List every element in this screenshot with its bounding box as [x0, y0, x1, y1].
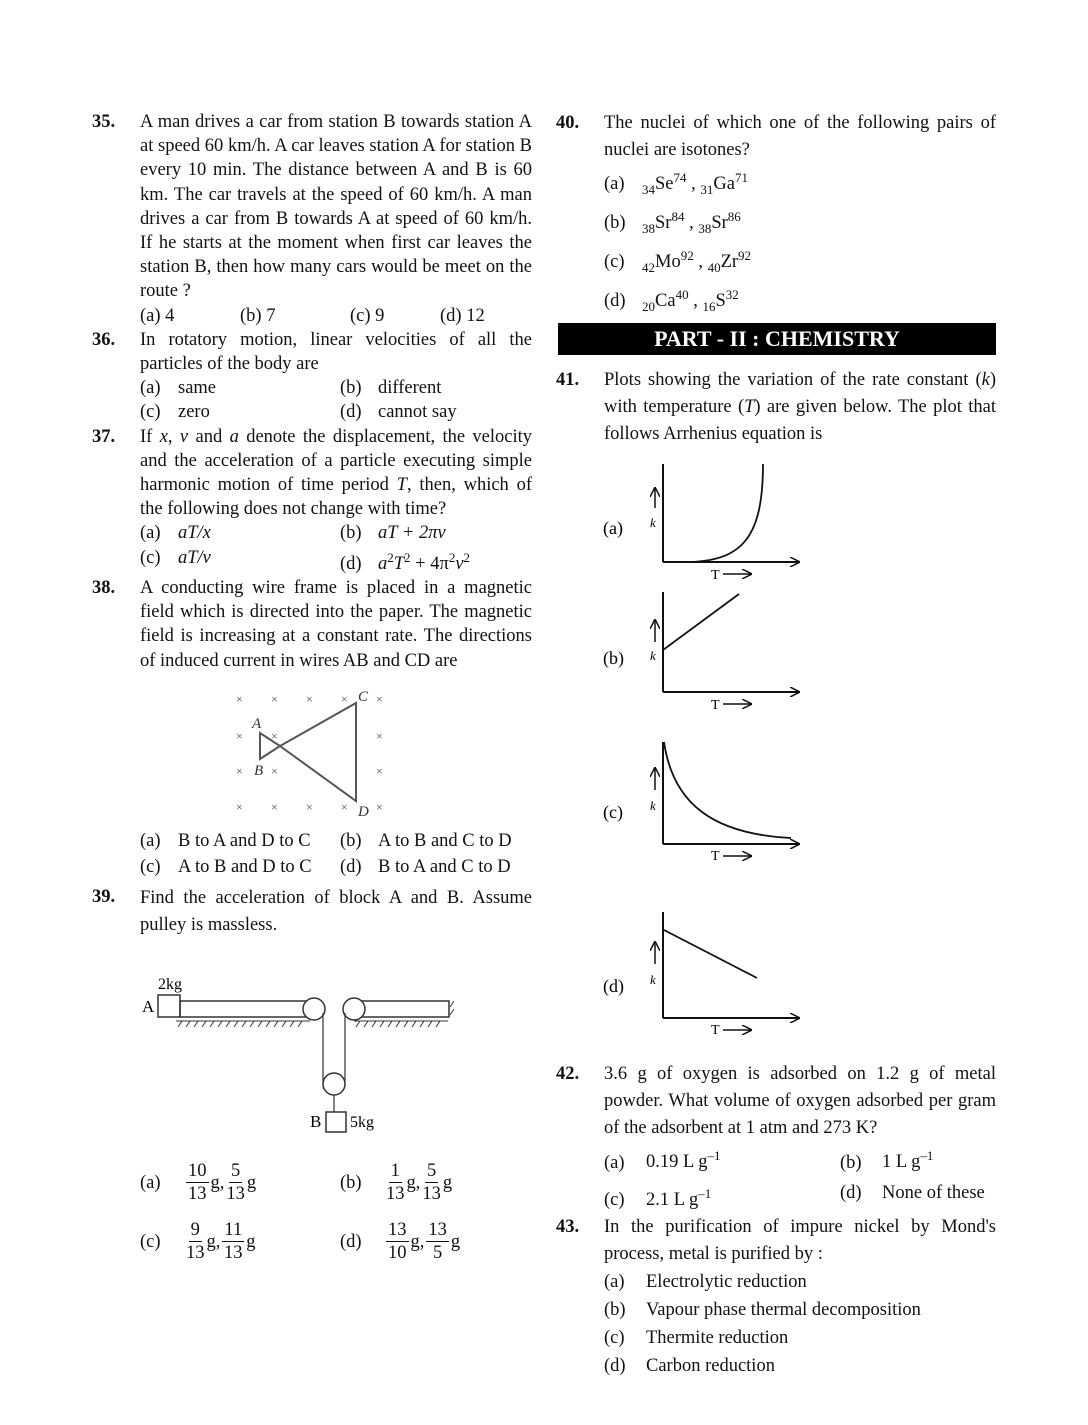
- question-39: [92, 885, 532, 1264]
- options-list: [604, 1268, 996, 1380]
- question-text: The nuclei of which one of the following pairs of nuclei are isotones?: [604, 113, 996, 160]
- question-number: 41.: [556, 370, 580, 391]
- cross-mark: ×: [236, 728, 243, 743]
- cross-mark: ×: [271, 799, 278, 814]
- axis-T-label: T: [711, 1023, 720, 1039]
- question-text: [604, 367, 996, 448]
- atomic-number: 16: [702, 298, 716, 314]
- option-label: (a): [604, 174, 625, 195]
- cross-mark: ×: [376, 728, 383, 743]
- option-d: [340, 400, 540, 424]
- wire-frame-figure: [230, 683, 430, 823]
- option-label: (d): [340, 553, 362, 574]
- option-label: (b): [340, 1172, 362, 1193]
- cross-mark: ×: [341, 691, 348, 706]
- numerator: 11: [224, 1220, 243, 1241]
- option-d: (d) $_{20}Ca^{40}$ , $_{16}S^{32}$: [604, 286, 739, 314]
- unit-g: g,: [206, 1231, 221, 1252]
- option-label: (c): [140, 547, 161, 568]
- option-label: (b): [340, 830, 362, 851]
- options-list: [604, 164, 996, 319]
- option-b: [340, 829, 540, 853]
- option-text: zero: [178, 402, 210, 423]
- atomic-number: 34: [642, 181, 655, 197]
- option-label: (b): [604, 213, 626, 233]
- options-grid: [140, 376, 532, 424]
- question-text: [140, 425, 532, 522]
- option-label: (a): [140, 1172, 161, 1193]
- expr-T: T: [393, 553, 405, 574]
- block-b-label: B: [310, 1112, 322, 1132]
- left-column: [92, 110, 532, 1264]
- text-part: denote the displacement, the velocity and the acceleration of a particle executing simple harmonic motion of time period: [140, 426, 533, 496]
- mass-number: 71: [734, 170, 748, 185]
- label-B: B: [254, 762, 264, 779]
- numerator: 13: [428, 1220, 447, 1241]
- question-text: 3.6 g of oxygen is adsorbed on 1.2 g of metal powder. What volume of oxygen adsorbed per gram of the adsorbent at 1 atm and 273 K?: [604, 1064, 996, 1139]
- plot-d: [603, 912, 799, 1038]
- right-column: [556, 110, 996, 1380]
- fraction: [186, 1219, 205, 1264]
- option-text: cannot say: [378, 402, 457, 423]
- option-text: same: [178, 378, 217, 399]
- numerator: 5: [427, 1161, 437, 1182]
- text-part: Plots showing the variation of the rate constant (: [604, 370, 982, 391]
- option-d: (d) 12: [440, 305, 485, 326]
- option-text: different: [378, 378, 442, 399]
- question-text: In the purification of impure nickel by Mond's process, metal is purified by :: [604, 1216, 996, 1264]
- option-text: aT + 2πv: [378, 523, 446, 544]
- element-symbol: Zr: [720, 251, 739, 272]
- question-number: 38.: [92, 578, 116, 599]
- fraction: [186, 1160, 209, 1205]
- axis-T-label: T: [711, 849, 720, 865]
- option-label: (d): [340, 1231, 362, 1252]
- option-a: (a) 4: [140, 305, 175, 326]
- option-label: (b): [840, 1152, 862, 1173]
- options-grid: [140, 521, 532, 576]
- plot-b: [603, 592, 799, 713]
- cross-mark: ×: [376, 799, 383, 814]
- block-a: [158, 995, 180, 1017]
- atomic-number: 20: [642, 298, 655, 314]
- numerator: 5: [231, 1161, 241, 1182]
- exponent: 2: [448, 549, 456, 565]
- fraction: [226, 1160, 245, 1205]
- question-43: [556, 1214, 996, 1380]
- curve: [664, 742, 791, 838]
- option-label: (c): [604, 1189, 625, 1210]
- cross-mark: ×: [306, 691, 313, 706]
- atomic-number: 38: [642, 220, 655, 236]
- question-36: [92, 328, 532, 425]
- pulley-figure: [92, 959, 492, 1134]
- question-40: [556, 110, 996, 319]
- option-text: Vapour phase thermal decomposition: [646, 1299, 921, 1320]
- curve: [691, 464, 763, 562]
- atomic-number: 40: [707, 259, 721, 275]
- option-text: 0.19 L g: [646, 1152, 708, 1173]
- option-c: [604, 1180, 840, 1214]
- label-A: A: [252, 715, 262, 732]
- element-symbol: Ga: [713, 174, 735, 195]
- question-text: A conducting wire frame is placed in a magnetic field which is directed into the paper. The magnetic field is increasing at a constant rate. The directions of induced current in wires AB and CD are: [140, 578, 532, 671]
- axis-T-label: T: [711, 698, 720, 714]
- option-text: aT/v: [178, 547, 211, 568]
- question-38: [92, 576, 532, 879]
- option-label: (d): [604, 290, 626, 311]
- option-c: (c) 9: [350, 305, 385, 326]
- unit-g: g: [442, 1172, 453, 1193]
- plot-label: (d): [603, 976, 624, 997]
- numerator: 1: [390, 1161, 400, 1182]
- text-part: ) with temperature (: [604, 370, 996, 418]
- part-heading: PART - II : CHEMISTRY: [558, 323, 996, 355]
- cross-mark: ×: [306, 799, 313, 814]
- unit-g: g,: [406, 1172, 421, 1193]
- unit-g: g: [246, 1172, 257, 1193]
- element-symbol: Mo: [655, 251, 681, 272]
- option-d: [840, 1180, 1000, 1214]
- option-label: (c): [140, 857, 161, 878]
- table-right: [354, 1001, 449, 1017]
- option-d: [340, 546, 540, 576]
- fraction: [386, 1160, 405, 1205]
- axis-k-label: k: [650, 648, 656, 664]
- axis-T-label: T: [711, 568, 720, 584]
- denominator: 10: [388, 1243, 407, 1264]
- plot-c: [603, 742, 799, 864]
- mass-number: 40: [675, 286, 689, 302]
- element-symbol: Ca: [655, 290, 676, 311]
- option-label: (a): [604, 1271, 625, 1292]
- axis-k-label: k: [650, 798, 656, 814]
- option-c: [140, 1219, 340, 1264]
- plot-label: (c): [603, 802, 623, 823]
- option-text: aT/x: [178, 523, 211, 544]
- exponent: 2: [463, 549, 471, 565]
- question-number: 43.: [556, 1216, 580, 1237]
- options-grid: [604, 1142, 996, 1213]
- label-D: D: [358, 803, 369, 820]
- question-text: In rotatory motion, linear velocities of all the particles of the body are: [140, 329, 532, 375]
- atomic-number: 38: [698, 220, 712, 236]
- option-label: (b): [340, 378, 362, 399]
- unit-g: g: [450, 1231, 461, 1252]
- numerator: 10: [188, 1161, 207, 1182]
- option-text: 2.1 L g: [646, 1189, 699, 1210]
- option-label: (a): [604, 1152, 625, 1173]
- mass-number: 86: [727, 208, 741, 224]
- text-part: ,: [167, 426, 180, 447]
- fraction: [386, 1219, 409, 1264]
- denominator: 13: [224, 1243, 243, 1264]
- denominator: 13: [186, 1243, 205, 1264]
- option-a: [140, 1160, 340, 1205]
- option-text: 1 L g: [882, 1152, 921, 1173]
- option-label: (b): [340, 523, 362, 544]
- pulley-right: [343, 998, 365, 1020]
- option-a: [140, 376, 340, 400]
- line: [663, 594, 739, 650]
- pulley-left: [303, 998, 325, 1020]
- option-label: (c): [604, 251, 625, 272]
- cross-mark: ×: [271, 763, 278, 778]
- option-a: [140, 521, 340, 545]
- denominator: 13: [226, 1184, 245, 1205]
- denominator: 13: [386, 1184, 405, 1205]
- options-row: [140, 304, 532, 328]
- label-C: C: [358, 688, 369, 705]
- var-x: x: [159, 426, 168, 447]
- block-a-label: A: [142, 997, 155, 1017]
- option-text: A to B and D to C: [178, 857, 312, 878]
- option-b: (b) $_{38}Sr^{84}$ , $_{38}Sr^{86}$: [604, 208, 741, 236]
- fraction: [222, 1219, 244, 1264]
- cross-mark: ×: [271, 691, 278, 706]
- unit-g: g,: [410, 1231, 425, 1252]
- text-part: and: [188, 426, 230, 447]
- cross-mark: ×: [236, 799, 243, 814]
- mass-number: 92: [738, 247, 752, 263]
- option-label: (d): [604, 1355, 626, 1376]
- atomic-number: 42: [642, 259, 655, 275]
- element-symbol: Sr: [711, 213, 728, 233]
- table-left: [180, 1001, 318, 1017]
- cross-mark: ×: [236, 691, 243, 706]
- var-k: k: [981, 370, 990, 391]
- pulley-hanging: [323, 1073, 345, 1095]
- question-42: [556, 1061, 996, 1213]
- element-symbol: S: [715, 290, 726, 311]
- option-text: Electrolytic reduction: [646, 1271, 807, 1292]
- mass-number: 84: [671, 208, 685, 224]
- option-a: (a) $_{34}Se^{74}$ , $_{31}Ga^{71}$: [604, 170, 748, 197]
- denominator: 5: [433, 1243, 443, 1264]
- question-37: [92, 425, 532, 576]
- exponent: 2: [404, 549, 411, 565]
- option-b: [340, 521, 540, 545]
- option-b: [340, 376, 540, 400]
- question-number: 35.: [92, 112, 116, 132]
- plot-label: (a): [603, 518, 623, 539]
- arrhenius-plots: [603, 456, 843, 1041]
- atomic-number: 31: [700, 181, 714, 197]
- unit-g: g,: [210, 1172, 225, 1193]
- mass-number: 32: [725, 286, 739, 302]
- option-c: [140, 400, 340, 424]
- numerator: 9: [190, 1220, 200, 1241]
- option-label: (b): [604, 1299, 626, 1320]
- plot-label: (b): [603, 648, 624, 669]
- option-label: (c): [604, 1327, 625, 1348]
- exponent: –1: [707, 1148, 721, 1164]
- option-c: (c) $_{42}Mo^{92}$ , $_{40}Zr^{92}$: [604, 247, 752, 275]
- question-text: A man drives a car from station B towards station A at speed 60 km/h. A car leaves station A for station B every 10 min. The distance between A and B is 60 km. The car travels at the speed of 60 km/h. A man drives a car from B towards A at speed of 60 km/h. If he starts at the moment when first car leaves the station B, then how many cars would be meet on the route ?: [140, 112, 532, 302]
- option-label: (a): [140, 378, 161, 399]
- text-part: , then, which of the following does not change with time?: [140, 475, 532, 520]
- question-number: 39.: [92, 887, 116, 908]
- axis-k-label: k: [650, 515, 656, 531]
- question-41: [556, 367, 996, 1041]
- option-label: (d): [340, 402, 362, 423]
- exponent: –1: [698, 1185, 712, 1201]
- option-a: [604, 1142, 840, 1176]
- option-text: Carbon reduction: [646, 1355, 775, 1376]
- unit-g: g: [246, 1231, 256, 1252]
- element-symbol: Sr: [655, 213, 672, 233]
- cross-mark: ×: [376, 691, 383, 706]
- mass-number: 92: [680, 247, 694, 263]
- mass-number: 74: [673, 170, 687, 185]
- option-b: [604, 1296, 996, 1324]
- var-v: v: [179, 426, 189, 447]
- fraction: [426, 1219, 449, 1264]
- option-text: B to A and C to D: [378, 857, 511, 878]
- cross-mark: ×: [236, 763, 243, 778]
- option-c: [140, 546, 340, 576]
- denominator: 13: [422, 1184, 441, 1205]
- var-T: T: [744, 397, 755, 418]
- option-c: [140, 855, 340, 879]
- large-triangle: [280, 703, 356, 801]
- question-number: 37.: [92, 426, 116, 447]
- option-d: [604, 1352, 996, 1380]
- field-crosses: [236, 692, 383, 814]
- cross-mark: ×: [271, 728, 278, 743]
- plot-a: [603, 464, 799, 583]
- question-35: [92, 110, 532, 328]
- var-a: a: [229, 426, 239, 447]
- option-label: (d): [340, 857, 362, 878]
- expr-v: v: [455, 553, 464, 574]
- option-a: [140, 829, 340, 853]
- var-T: T: [396, 475, 407, 496]
- option-text: Thermite reduction: [646, 1327, 789, 1348]
- mass-a-label: 2kg: [158, 976, 182, 994]
- fraction: [422, 1160, 441, 1205]
- cross-mark: ×: [376, 763, 383, 778]
- option-b: [840, 1142, 1000, 1176]
- expr-plus: + 4π: [410, 553, 449, 574]
- exponent: 2: [387, 549, 394, 565]
- option-b: (b) 7: [240, 305, 276, 326]
- question-text: Find the acceleration of block A and B. Assume pulley is massless.: [140, 888, 532, 936]
- option-text: A to B and C to D: [378, 830, 512, 851]
- axis-k-label: k: [650, 972, 656, 988]
- option-label: (d): [840, 1182, 862, 1203]
- cross-mark: ×: [341, 799, 348, 814]
- numerator: 13: [388, 1220, 407, 1241]
- options-grid: [140, 1160, 532, 1264]
- question-number: 36.: [92, 329, 116, 350]
- expr-a: a: [378, 553, 388, 574]
- text-part: ) are given below. The plot that follows Arrhenius equation is: [604, 397, 996, 445]
- mass-b-label: 5kg: [350, 1114, 374, 1132]
- option-c: [604, 1324, 996, 1352]
- option-label: (a): [140, 523, 161, 544]
- question-number: 42.: [556, 1064, 580, 1085]
- exponent: –1: [920, 1148, 934, 1164]
- option-label: (a): [140, 830, 161, 851]
- option-d: [340, 1219, 540, 1264]
- question-number: 40.: [556, 113, 580, 133]
- denominator: 13: [188, 1184, 207, 1205]
- option-a: [604, 1268, 996, 1296]
- option-label: (c): [140, 1231, 161, 1252]
- option-d: [340, 855, 540, 879]
- option-label: (c): [140, 402, 161, 423]
- options-grid: [140, 829, 532, 879]
- block-b: [326, 1112, 346, 1132]
- option-text: None of these: [882, 1182, 985, 1203]
- option-b: [340, 1160, 540, 1205]
- line: [664, 930, 757, 978]
- text-part: If: [140, 426, 160, 447]
- option-text: B to A and D to C: [178, 830, 311, 851]
- element-symbol: Se: [655, 174, 674, 195]
